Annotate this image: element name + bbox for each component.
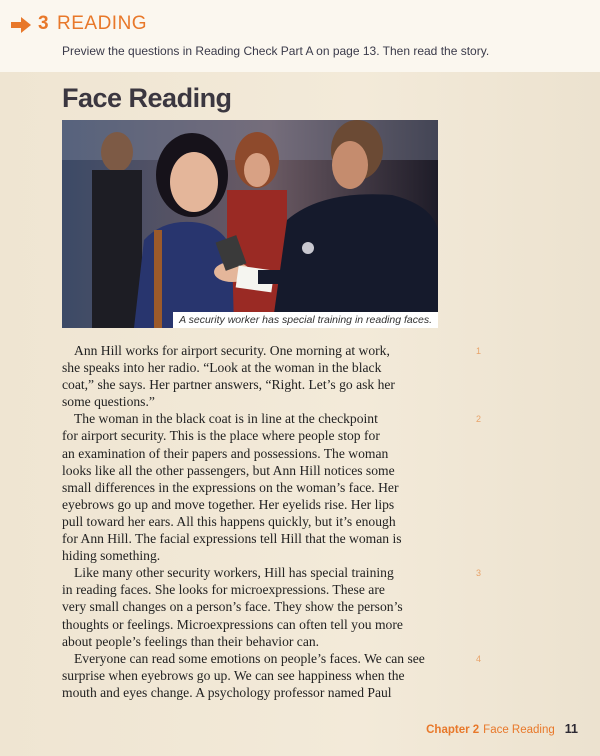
- paragraph: [62, 410, 462, 564]
- photo-illustration: [62, 120, 438, 328]
- paragraph-line: pull toward her ears. All this happens quickly, but it’s enough: [62, 513, 396, 529]
- paragraph-line: Like many other security workers, Hill has special training: [74, 565, 394, 581]
- paragraph-line: for airport security. This is the place where people stop for: [62, 428, 380, 444]
- paragraph-line: coat,” she says. Her partner answers, “Right. Let’s go ask her: [62, 377, 395, 393]
- paragraph-line: for Ann Hill. The facial expressions tell Hill that the woman is: [62, 531, 402, 547]
- paragraph-line: Ann Hill works for airport security. One morning at work,: [74, 343, 390, 358]
- footer-title: Face Reading: [483, 724, 555, 736]
- paragraph: [62, 650, 462, 701]
- paragraph-line: The woman in the black coat is in line at the checkpoint: [74, 411, 378, 427]
- page-number: 11: [564, 722, 578, 736]
- section-header-band: [0, 0, 600, 72]
- paragraph-number: 2: [476, 414, 482, 424]
- paragraph-line: some questions.”: [62, 394, 155, 410]
- story-body: [62, 342, 462, 701]
- paragraph: [62, 342, 462, 410]
- page-footer: [426, 722, 578, 736]
- paragraph: [62, 564, 462, 649]
- paragraph-number: 4: [476, 654, 482, 664]
- paragraph-line: in reading faces. She looks for microexpressions. These are: [62, 582, 385, 598]
- paragraph-line: hiding something.: [62, 548, 161, 564]
- paragraph-line: an examination of their papers and possessions. The woman: [62, 445, 389, 461]
- arrow-icon: [10, 15, 32, 35]
- paragraph-line: looks like all the other passengers, but Ann Hill notices some: [62, 462, 395, 478]
- instructions-text: Preview the questions in Reading Check Part A on page 13. Then read the story.: [62, 44, 490, 58]
- paragraph-line: small differences in the expressions on the woman’s face. Her: [62, 479, 399, 495]
- paragraph-line: very small changes on a person’s face. They show the person’s: [62, 599, 403, 615]
- paragraph-number: 3: [476, 568, 482, 578]
- paragraph-line: Everyone can read some emotions on people’s faces. We can see: [74, 650, 425, 666]
- paragraph-line: thoughts or feelings. Microexpressions can often tell you more: [62, 616, 403, 632]
- paragraph-line: she speaks into her radio. “Look at the woman in the black: [62, 360, 382, 376]
- section-number: 3: [38, 13, 49, 34]
- story-title: Face Reading: [62, 83, 232, 113]
- paragraph-number: 1: [476, 346, 482, 356]
- story-photo: [62, 120, 438, 328]
- paragraph-line: mouth and eyes change. A psychology professor named Paul: [62, 684, 392, 700]
- paragraph-line: surprise when eyebrows go up. We can see happiness when the: [62, 667, 405, 683]
- section-title: READING: [57, 13, 148, 34]
- footer-chapter: Chapter 2: [426, 724, 480, 736]
- photo-caption: A security worker has special training in reading faces.: [173, 312, 438, 328]
- paragraph-line: about people’s feelings than their behavior can.: [62, 633, 320, 649]
- paragraph-line: eyebrows go up and move together. Her eyelids rise. Her lips: [62, 496, 395, 512]
